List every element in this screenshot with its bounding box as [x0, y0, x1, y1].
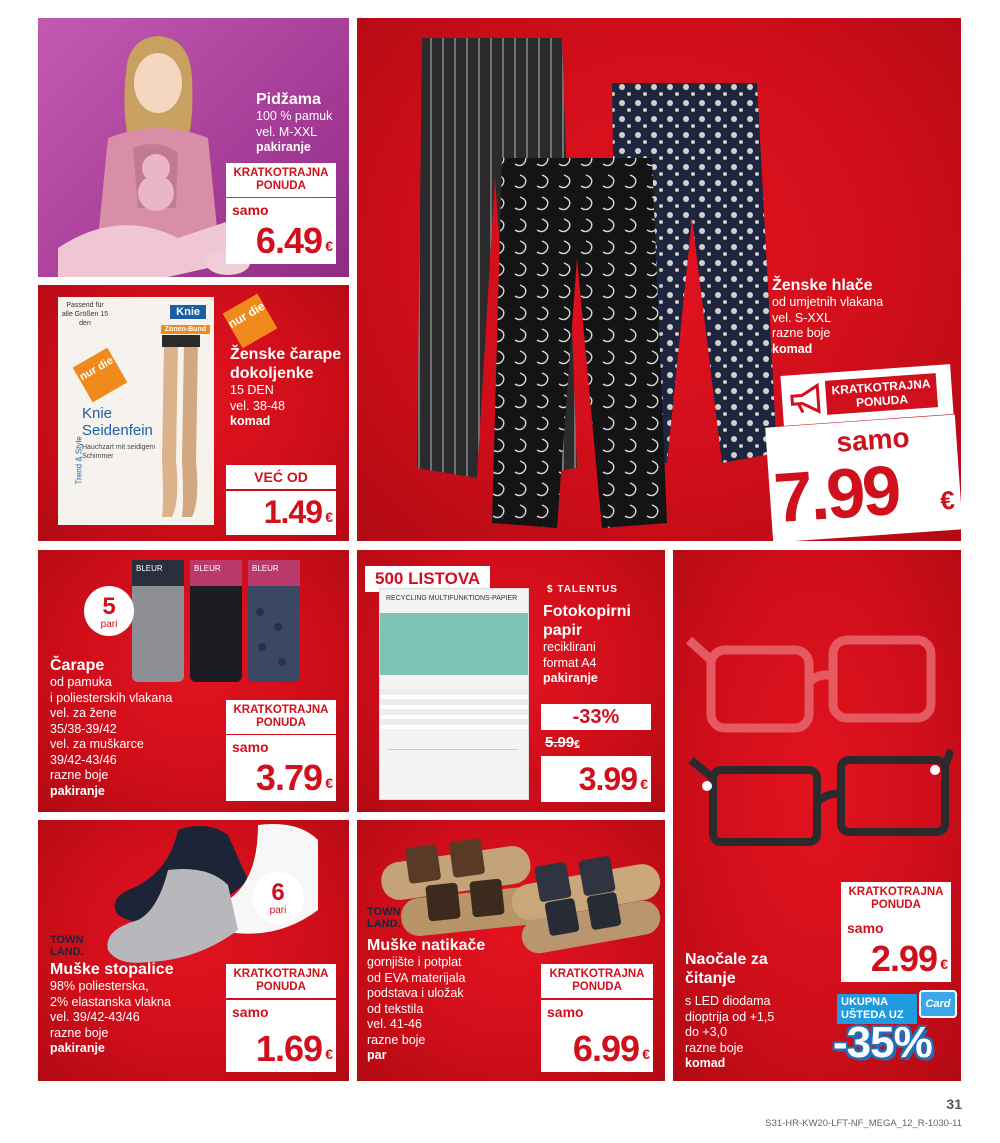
tag-line-2: PONUDA: [855, 392, 909, 410]
card-label: Card: [925, 998, 951, 1010]
natikace-unit: par: [367, 1048, 387, 1062]
hlace-price-box: [765, 415, 961, 541]
pidzama-title: Pidžama: [256, 91, 321, 108]
papir-price-box: [541, 756, 651, 802]
natikace-price-box: [541, 1000, 653, 1072]
pairs-label: pari: [269, 905, 287, 916]
pairs-badge: [84, 586, 134, 636]
card-savings-badge: [833, 990, 959, 1076]
offer-zenske-hlace[interactable]: [357, 18, 961, 541]
stopalice-line-4: razne boje: [50, 1025, 109, 1040]
papir-old-price: [545, 734, 580, 751]
hlace-price: 7.99: [771, 450, 901, 538]
offer-carape-dokoljenke[interactable]: [38, 285, 349, 541]
natikace-offer-tag: [541, 964, 653, 998]
natikace-line-6: razne boje: [367, 1032, 426, 1047]
nur-die-logo: [223, 294, 278, 349]
naocale-title: Naočale za čitanje: [685, 951, 768, 987]
pidzama-price: 6.49: [255, 220, 322, 261]
naocale-line-1: s LED diodama: [685, 994, 771, 1008]
pairs-number: 5: [102, 593, 116, 620]
carape-line-5: vel. za muškarce: [50, 737, 144, 751]
natikace-line-1: gornjište i potplat: [367, 955, 462, 969]
offer-naocale[interactable]: [673, 550, 961, 1081]
card-line-2: UŠTEDA UZ: [841, 1009, 904, 1021]
carape-dokoljenke-price-box: [226, 491, 336, 535]
carape-line-6: 39/42-43/46: [50, 752, 117, 767]
samo-label: samo: [547, 1004, 584, 1020]
stockings-package: [58, 297, 214, 525]
offer-papir[interactable]: [357, 550, 665, 812]
package-side-text: Trend & Style: [74, 436, 84, 485]
tag-line-1: KRATKOTRAJNA: [233, 167, 329, 179]
carape-line-7: razne boje: [50, 768, 109, 782]
package-brand-label: Knie: [170, 305, 206, 319]
naocale-unit: komad: [685, 1056, 726, 1070]
trousers-image: [377, 18, 797, 541]
natikace-line-5: vel. 41-46: [367, 1017, 422, 1031]
natikace-line-3: podstava i uložak: [367, 986, 464, 1000]
package-product-name: Knie Seidenfein: [82, 405, 153, 439]
stopalice-price: 1.69: [255, 1028, 322, 1069]
package-logo: nur die: [73, 348, 128, 403]
legs-image: [154, 321, 214, 521]
pairs-badge: [252, 872, 304, 924]
hlace-title: Ženske hlače: [772, 277, 873, 294]
dollar-s-icon: $: [547, 584, 558, 595]
tag-line-1: KRATKOTRAJNA: [848, 886, 944, 898]
papir-title: Fotokopirni papir: [543, 603, 631, 639]
glasses-image: [683, 610, 953, 870]
stopalice-price-box: [226, 1000, 336, 1072]
hlace-line-3: razne boje: [772, 326, 831, 340]
naocale-line-2: dioptrija od +1,5: [685, 1009, 775, 1024]
sock-brand-3: BLEUR: [252, 564, 279, 573]
pidzama-line-1: 100 % pamuk: [256, 109, 333, 123]
natikace-price: 6.99: [572, 1028, 639, 1069]
sheets-label: 500 LISTOVA: [365, 566, 490, 592]
vec-od-tag: VEĆ OD: [226, 465, 336, 489]
offer-stopalice[interactable]: [38, 820, 349, 1081]
samo-label: samo: [847, 920, 884, 936]
currency-symbol: €: [940, 956, 948, 972]
carape-price-box: [226, 735, 336, 801]
pidzama-line-2: vel. M-XXL: [256, 124, 318, 139]
old-currency: €: [574, 739, 580, 750]
carape-dokoljenke-price: 1.49: [263, 494, 322, 530]
tag-line-2: PONUDA: [256, 717, 306, 729]
tag-line-2: PONUDA: [256, 981, 306, 993]
tag-line-1: KRATKOTRAJNA: [233, 704, 329, 716]
currency-symbol: €: [325, 509, 333, 525]
carape-dokoljenke-unit: komad: [230, 414, 271, 428]
megaphone-icon: [787, 382, 829, 417]
offer-natikace[interactable]: [357, 820, 665, 1081]
town-land-logo: TOWN LAND.: [50, 934, 84, 958]
tag-line-2: PONUDA: [256, 180, 306, 192]
stopalice-line-2: 2% elastanska vlakna: [50, 994, 171, 1009]
samo-label: samo: [232, 202, 269, 218]
carape-dokoljenke-line-1: 15 DEN: [230, 383, 274, 397]
carape-dokoljenke-title: Ženske čarape dokoljenke: [230, 346, 342, 382]
kaufland-card-icon: [919, 990, 957, 1018]
card-discount: -35%: [833, 1018, 932, 1067]
naocale-line-3: do +3,0: [685, 1025, 728, 1039]
stopalice-title: Muške stopalice: [50, 961, 174, 978]
carape-price: 3.79: [255, 757, 322, 798]
tag-line-2: PONUDA: [871, 899, 921, 911]
town-land-logo: TOWN LAND.: [367, 906, 401, 930]
naocale-price-box: [841, 916, 951, 982]
natikace-title: Muške natikače: [367, 937, 486, 954]
naocale-offer-tag: [841, 882, 951, 916]
tag-line-1: KRATKOTRAJNA: [233, 968, 329, 980]
papir-line-2: format A4: [543, 655, 597, 670]
papir-unit: pakiranje: [543, 671, 598, 685]
offer-pidzama[interactable]: [38, 18, 349, 277]
papir-line-1: reciklirani: [543, 640, 596, 654]
package-product-sub: Hauchzart mit seidigem Schimmer: [82, 444, 156, 460]
paper-box-band: [380, 613, 528, 675]
paper-box-stripes: [380, 689, 528, 729]
card-line-1: UKUPNA: [841, 996, 889, 1008]
pairs-label: pari: [100, 619, 118, 630]
papir-price: 3.99: [578, 761, 637, 797]
sock-brand-2: BLEUR: [194, 564, 221, 573]
paper-box-image: [379, 588, 529, 800]
stopalice-offer-tag: [226, 964, 336, 998]
carape-unit: pakiranje: [50, 783, 105, 798]
page-code: S31-HR-KW20-LFT-NF_MEGA_12_R-1030-11: [765, 1118, 962, 1129]
samo-label: samo: [232, 1004, 269, 1020]
pairs-number: 6: [271, 879, 285, 906]
carape-dokoljenke-line-2: vel. 38-48: [230, 398, 285, 413]
paper-box-icons: [388, 749, 518, 769]
currency-symbol: €: [325, 775, 333, 791]
carape-line-1: od pamuka: [50, 675, 112, 689]
pidzama-offer-tag: [226, 163, 336, 197]
naocale-line-4: razne boje: [685, 1040, 744, 1055]
natikace-line-2: od EVA materijala: [367, 970, 466, 985]
currency-symbol: €: [325, 1046, 333, 1062]
carape-line-3: vel. za žene: [50, 706, 117, 720]
tag-line-1: KRATKOTRAJNA: [831, 376, 931, 398]
offer-carape[interactable]: [38, 550, 349, 812]
carape-line-4: 35/38-39/42: [50, 721, 117, 736]
hlace-line-2: vel. S-XXL: [772, 310, 832, 325]
natikace-line-4: od tekstila: [367, 1001, 424, 1016]
currency-symbol: €: [325, 238, 333, 254]
page-number: 31: [946, 1096, 962, 1112]
currency-symbol: €: [642, 1046, 650, 1062]
hlace-line-1: od umjetnih vlakana: [772, 295, 884, 309]
carape-title: Čarape: [50, 657, 105, 674]
talentus-brand: [547, 584, 618, 595]
package-band-label: Zonen-Bund: [161, 325, 210, 334]
currency-symbol: €: [640, 776, 648, 792]
tag-line-1: KRATKOTRAJNA: [549, 968, 645, 980]
carape-offer-tag: [226, 700, 336, 734]
naocale-price: 2.99: [870, 938, 937, 979]
brand-text: TALENTUS: [557, 584, 618, 595]
hlace-unit: komad: [772, 341, 813, 356]
stopalice-line-3: vel. 39/42-43/46: [50, 1010, 140, 1024]
nur-die-logo-text: nur die: [225, 298, 268, 331]
carape-line-2: i poliesterskih vlakana: [50, 690, 173, 705]
package-top-text: Passend für alle Größen 15 den: [61, 302, 109, 327]
samo-label: samo: [835, 421, 911, 458]
pidzama-unit: pakiranje: [256, 140, 311, 154]
stopalice-line-1: 98% poliesterska,: [50, 979, 149, 993]
papir-discount: -33%: [541, 704, 651, 730]
sock-brand-1: BLEUR: [136, 564, 163, 573]
paper-box-text: RECYCLING MULTIFUNKTIONS-PAPIER: [386, 595, 518, 602]
old-price-value: 5.99: [545, 734, 575, 751]
currency-symbol: €: [939, 484, 956, 516]
samo-label: samo: [232, 739, 269, 755]
pidzama-price-box: [226, 198, 336, 264]
stopalice-unit: pakiranje: [50, 1041, 105, 1055]
tag-line-2: PONUDA: [572, 981, 622, 993]
